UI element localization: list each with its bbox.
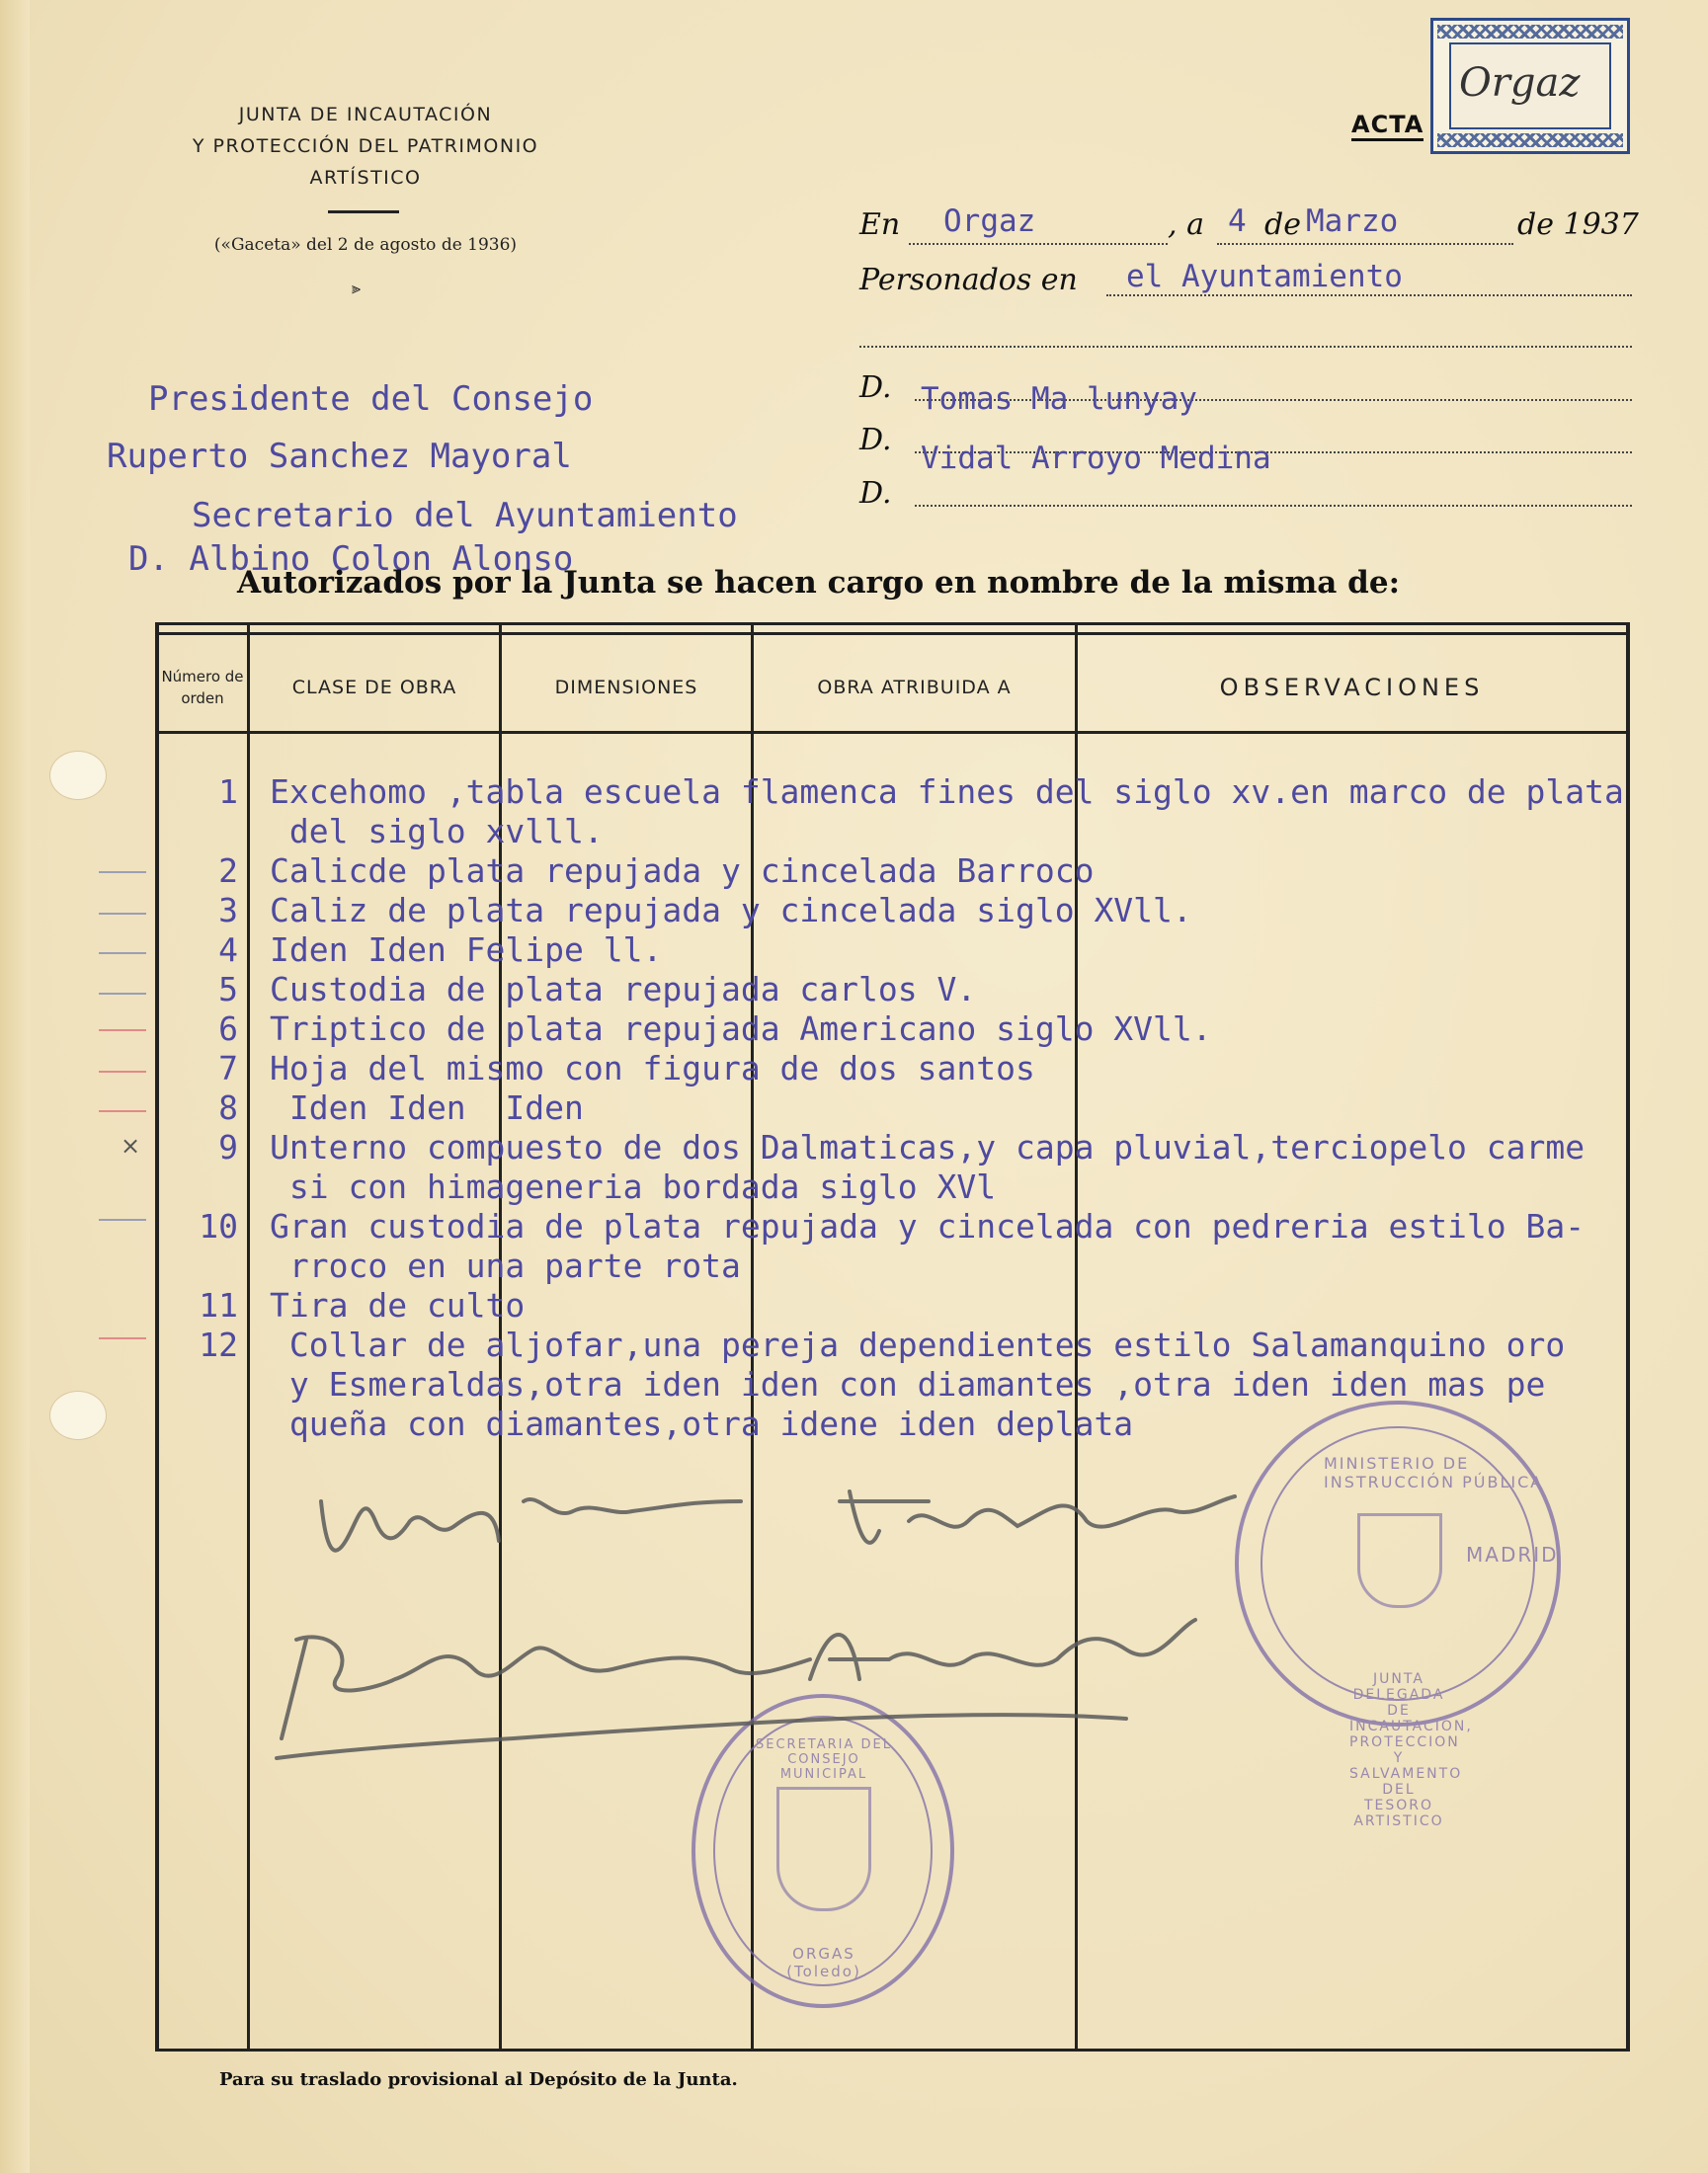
seal-ring-text: JUNTA DELEGADA DE INCAUTACION, PROTECCION Y SALVAMENTO DEL TESORO ARTISTICO [1349, 1671, 1473, 1829]
signature-vidal [321, 1499, 741, 1551]
row-text: Triptico de plata repujada Americano siglo XVll. [270, 1009, 1212, 1048]
row-number: 11 [199, 1286, 238, 1325]
acta-label: ACTA [1351, 111, 1423, 141]
row-text: Caliz de plata repujada y cincelada siglo XVll. [270, 891, 1192, 929]
row-text: Iden Iden Iden [270, 1088, 584, 1127]
row-number: 1 [218, 772, 238, 811]
row-number: 10 [199, 1207, 238, 1246]
row-text: rroco en una parte rota [270, 1247, 741, 1285]
row-text: Gran custodia de plata repujada y cincelada con pedreria estilo Ba- [270, 1207, 1586, 1246]
note-ruperto: Ruperto Sanchez Mayoral [107, 437, 572, 476]
row-number: 8 [218, 1088, 238, 1127]
row-text: Hoja del mismo con figura de dos santos [270, 1049, 1035, 1087]
autorizados-heading: Autorizados por la Junta se hacen cargo en nombre de la misma de: [237, 565, 1401, 601]
ornament-icon: ⫸ [352, 279, 362, 297]
header-observaciones: OBSERVACIONES [1219, 674, 1485, 701]
row-text: del siglo xvlll. [270, 812, 604, 850]
header-atribuida: OBRA ATRIBUIDA A [817, 677, 1012, 698]
de-label: de [1264, 207, 1301, 242]
row-text: y Esmeraldas,otra iden iden con diamantes ,otra iden iden mas pe [270, 1365, 1546, 1404]
row-number: 5 [218, 970, 238, 1008]
row-number: 7 [218, 1049, 238, 1087]
d1-value: Tomas Ma lunyay [921, 381, 1197, 417]
personados-label: Personados en [859, 263, 1078, 297]
stamp-handwriting: Orgaz [1459, 60, 1581, 106]
note-presidente: Presidente del Consejo [148, 379, 594, 419]
row-number: 6 [218, 1009, 238, 1048]
junta-line-1: JUNTA DE INCAUTACIÓN [238, 104, 493, 125]
signature-albino [277, 1620, 1195, 1758]
d2-value: Vidal Arroyo Medina [921, 441, 1271, 476]
header-clase: CLASE DE OBRA [291, 677, 457, 698]
row-number: 12 [199, 1326, 238, 1364]
row-text: queña con diamantes,otra idene iden deplata [270, 1405, 1134, 1443]
row-text: Iden Iden Felipe ll. [270, 930, 663, 969]
seal-inner-text: MINISTERIO DE INSTRUCCIÓN PÚBLICA [1324, 1454, 1544, 1491]
row-text: Calicde plata repujada y cincelada Barroco [270, 851, 1095, 890]
footer-note: Para su traslado provisional al Depósito de la Junta. [219, 2069, 738, 2090]
junta-line-3: ARTÍSTICO [309, 167, 422, 189]
note-secretario: Secretario del Ayuntamiento [192, 496, 738, 535]
row-text: si con himageneria bordada siglo XVl [270, 1167, 997, 1206]
row-text: Collar de aljofar,una pereja dependientes estilo Salamanquino oro [270, 1326, 1566, 1364]
gaceta-reference: («Gaceta» del 2 de agosto de 1936) [213, 235, 518, 255]
row-text: Tira de culto [270, 1286, 526, 1325]
seal-city: ORGAS (Toledo) [786, 1945, 861, 1980]
header-numero: Número de orden [161, 668, 244, 707]
row-text: Excehomo ,tabla escuela flamenca fines del siglo xv.en marco de plata [270, 772, 1624, 811]
en-value: Orgaz [943, 203, 1036, 239]
month-value: Marzo [1306, 203, 1399, 239]
d-label-2: D. [859, 423, 892, 457]
day-value: 4 [1228, 203, 1247, 239]
row-text: Custodia de plata repujada carlos V. [270, 970, 977, 1008]
note-albino: D. Albino Colon Alonso [128, 539, 574, 579]
signature-thomas [840, 1491, 1235, 1543]
margin-x-mark: × [121, 1132, 141, 1160]
en-label: En [859, 207, 901, 242]
row-text: Unterno compuesto de dos Dalmaticas,y capa pluvial,terciopelo carme [270, 1128, 1586, 1167]
row-number: 9 [218, 1128, 238, 1167]
personados-value: el Ayuntamiento [1126, 259, 1403, 294]
row-number: 4 [218, 930, 238, 969]
seal-city: MADRID [1466, 1543, 1559, 1567]
d-label-3: D. [859, 476, 892, 511]
seal-ring-text: SECRETARIA DEL CONSEJO MUNICIPAL [756, 1737, 892, 1782]
year-label: de 1937 [1517, 207, 1639, 242]
a-label: , a [1168, 207, 1204, 242]
row-number: 2 [218, 851, 238, 890]
header-dimensiones: DIMENSIONES [554, 677, 698, 698]
d-label-1: D. [859, 370, 892, 405]
junta-line-2: Y PROTECCIÓN DEL PATRIMONIO [192, 135, 539, 157]
row-number: 3 [218, 891, 238, 929]
